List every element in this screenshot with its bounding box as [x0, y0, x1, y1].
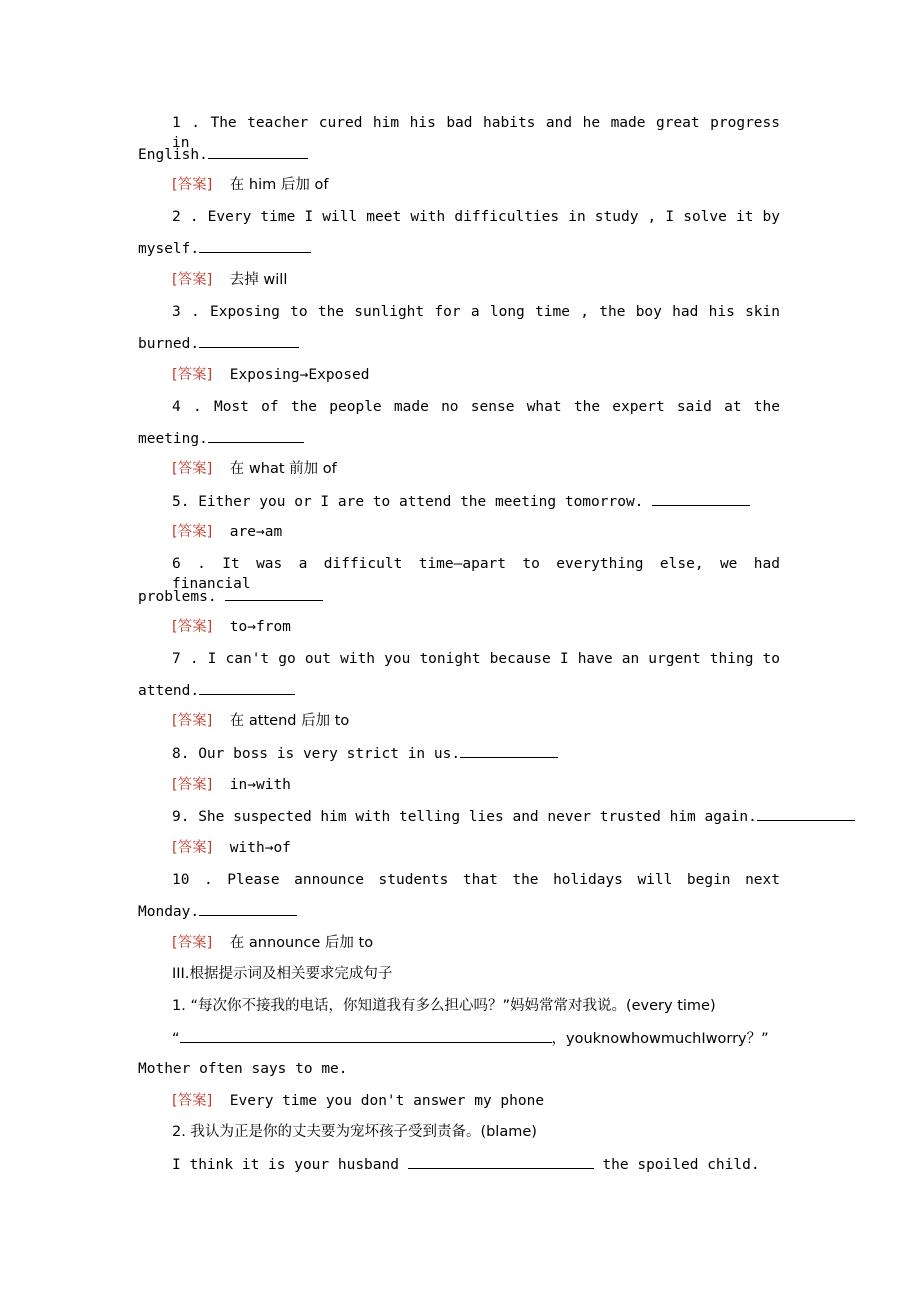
- answer-7: [答案] 在 attend 后加 to: [172, 713, 350, 729]
- sentence-1-line: “ ，youknowhowmuchIworry？”: [172, 1028, 769, 1049]
- question-1-line2: English.: [138, 144, 308, 165]
- answer-blank: [460, 743, 558, 758]
- answer-tag: [答案]: [172, 367, 213, 383]
- answer-10: [答案] 在 announce 后加 to: [172, 935, 374, 951]
- answer-blank: [199, 238, 311, 253]
- answer-tag: [答案]: [172, 524, 213, 540]
- question-9-line1: 9. She suspected him with telling lies and never trusted him again.: [172, 806, 855, 827]
- answer-tag: [答案]: [172, 713, 213, 729]
- answer-tag: [答案]: [172, 840, 213, 856]
- answer-5: [答案] are→am: [172, 524, 283, 540]
- answer-9: [答案] with→of: [172, 840, 291, 856]
- answer-blank: [199, 901, 297, 916]
- question-3-line2: burned.: [138, 333, 299, 354]
- question-7-line1: 7 . I can't go out with you tonight because I have an urgent thing to: [172, 651, 780, 667]
- answer-tag: [答案]: [172, 272, 213, 288]
- question-2-line2: myself.: [138, 238, 311, 259]
- question-2-line1: 2 . Every time I will meet with difficulties in study , I solve it by: [172, 209, 780, 225]
- question-6-line1: 6 . It was a difficult time—apart to everything else, we had financial: [172, 556, 780, 592]
- answer-tag: [答案]: [172, 461, 213, 477]
- answer-tag: [答案]: [172, 177, 213, 193]
- answer-s1: [答案] Every time you don't answer my phone: [172, 1093, 545, 1109]
- answer-blank: [757, 806, 855, 821]
- answer-tag: [答案]: [172, 619, 213, 635]
- question-8-line1: 8. Our boss is very strict in us.: [172, 743, 558, 764]
- sentence-1-prompt: 1. “每次你不接我的电话，你知道我有多么担心吗？”妈妈常常对我说。(every time): [172, 998, 716, 1014]
- answer-blank: [408, 1154, 594, 1169]
- answer-tag: [答案]: [172, 935, 213, 951]
- sentence-2-line: I think it is your husband the spoiled child.: [172, 1154, 760, 1175]
- answer-tag: [答案]: [172, 777, 213, 793]
- answer-blank: [208, 428, 304, 443]
- question-10-line2: Monday.: [138, 901, 297, 922]
- answer-3: [答案] Exposing→Exposed: [172, 367, 370, 383]
- answer-blank: [652, 491, 750, 506]
- question-1-line1: 1 . The teacher cured him his bad habits and he made great progress in: [172, 115, 780, 151]
- question-7-line2: attend.: [138, 680, 295, 701]
- sentence-2-prompt: 2. 我认为正是你的丈夫要为宠坏孩子受到责备。(blame): [172, 1124, 537, 1140]
- answer-8: [答案] in→with: [172, 777, 291, 793]
- answer-blank: [199, 680, 295, 695]
- answer-blank: [208, 144, 308, 159]
- answer-blank: [199, 333, 299, 348]
- answer-4: [答案] 在 what 前加 of: [172, 461, 337, 477]
- question-6-line2: problems.: [138, 586, 323, 607]
- answer-blank: [180, 1028, 552, 1043]
- question-5-line1: 5. Either you or I are to attend the meeting tomorrow.: [172, 491, 750, 512]
- answer-blank: [225, 586, 323, 601]
- answer-2: [答案] 去掉 will: [172, 272, 288, 288]
- answer-tag: [答案]: [172, 1093, 213, 1109]
- answer-1: [答案] 在 him 后加 of: [172, 177, 329, 193]
- question-3-line1: 3 . Exposing to the sunlight for a long time , the boy had his skin: [172, 304, 780, 320]
- answer-6: [答案] to→from: [172, 619, 291, 635]
- section-3-title: III.根据提示词及相关要求完成句子: [172, 966, 393, 982]
- question-10-line1: 10 . Please announce students that the holidays will begin next: [172, 872, 780, 888]
- sentence-1-line3: Mother often says to me.: [138, 1061, 348, 1077]
- question-4-line1: 4 . Most of the people made no sense what the expert said at the: [172, 399, 780, 415]
- question-4-line2: meeting.: [138, 428, 304, 449]
